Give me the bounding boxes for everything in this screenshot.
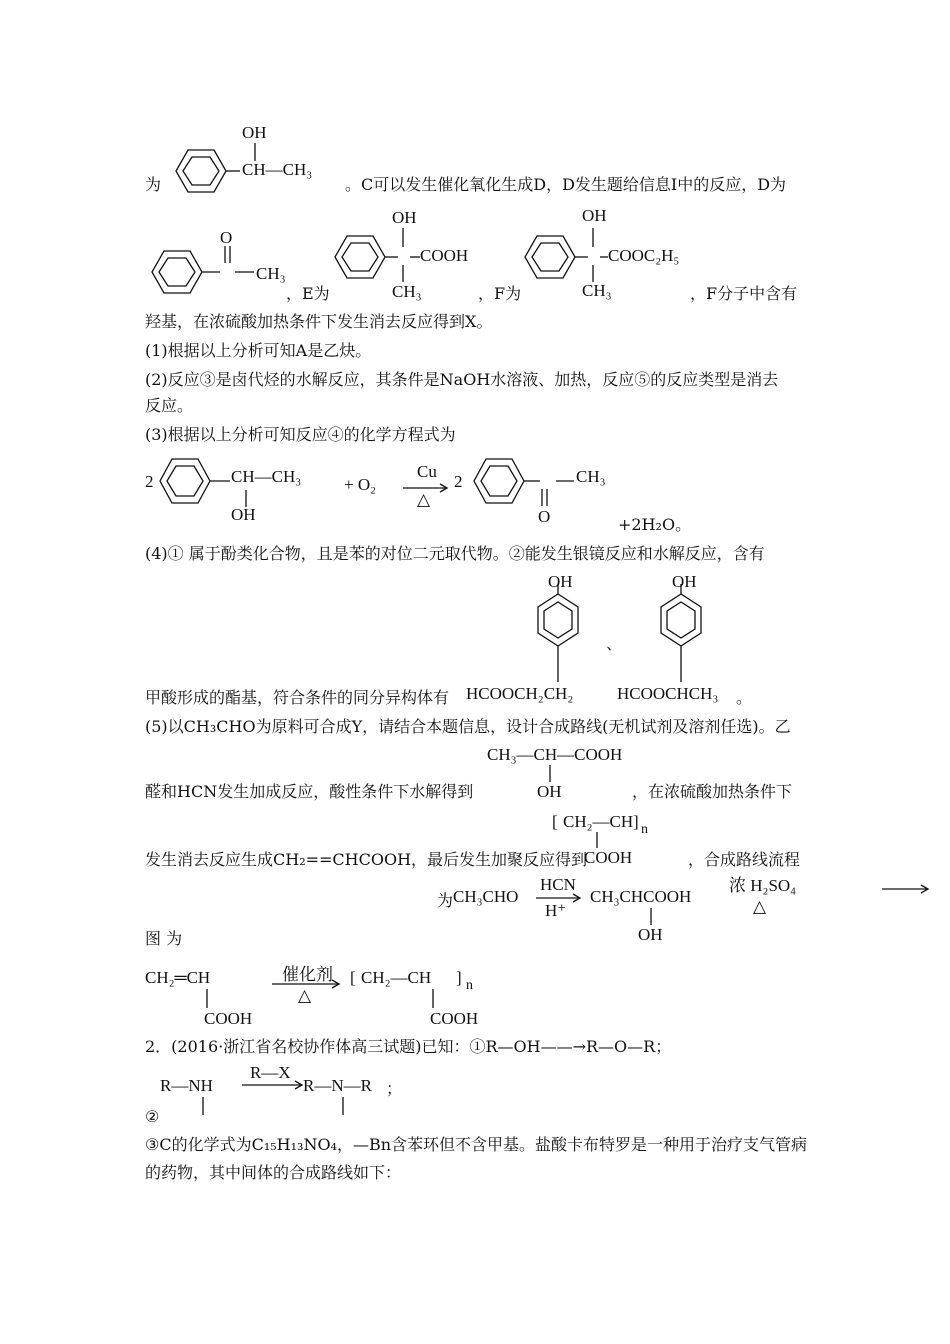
info-2-circle: ② bbox=[145, 1107, 160, 1126]
methyl-label-3: CH₃ bbox=[582, 281, 612, 300]
answer-4-line-1: (4)① 属于酚类化合物，且是苯的对位二元取代物。②能发生银镜反应和水解反应，含有 bbox=[145, 544, 765, 563]
polymer-formula-2: CH₂—CH bbox=[361, 968, 432, 987]
equation-tail: +2H₂O。 bbox=[618, 515, 692, 534]
separator-comma: 、 bbox=[606, 634, 623, 653]
methyl-label-1: CH₃ bbox=[256, 264, 286, 283]
cooh-label-2: COOH bbox=[584, 848, 633, 867]
oxygen-reagent: + O₂ bbox=[344, 475, 377, 494]
answer-1: (1)根据以上分析可知A是乙炔。 bbox=[145, 341, 372, 360]
heat-symbol-3: △ bbox=[298, 986, 312, 1005]
catalyst-cu: Cu bbox=[417, 462, 437, 481]
cooc2h5-label: COOC₂H₅ bbox=[608, 246, 680, 265]
answer-2-line-1: (2)反应③是卤代烃的水解反应，其条件是NaOH水溶液、加热，反应⑤的反应类型是消去 bbox=[145, 370, 779, 389]
answer-5-line-1: (5)以CH₃CHO为原料可合成Y，请结合本题信息，设计合成路线(无机试剂及溶剂任选)。乙 bbox=[145, 717, 791, 736]
question-2-line-3: ③C的化学式为C₁₅H₁₃NO₄，—Bn含苯环但不含甲基。盐酸卡布特罗是一种用于治疗支气管病 bbox=[145, 1135, 808, 1154]
paragraph-line-3: 羟基，在浓硫酸加热条件下发生消去反应得到X。 bbox=[145, 312, 493, 331]
lactic-acid-formula: CH₃—CH—COOH bbox=[487, 745, 623, 764]
heat-symbol-1: △ bbox=[417, 490, 431, 509]
hydroxyl-label-5: OH bbox=[548, 572, 573, 591]
answer-5-line-2-tail: ，在浓硫酸加热条件下 bbox=[632, 782, 793, 801]
acrylic-acid-formula: CH₂═CH bbox=[145, 968, 211, 987]
text-wei: 为 bbox=[145, 175, 162, 194]
text-f-wei: ，F为 bbox=[478, 284, 522, 303]
benzene-ring-3 bbox=[335, 236, 385, 278]
answer-3: (3)根据以上分析可知反应④的化学方程式为 bbox=[145, 425, 456, 444]
hydroxyl-label-2: OH bbox=[392, 208, 417, 227]
benzene-ring-2 bbox=[152, 251, 202, 293]
ch-ch3-label-2: CH—CH₃ bbox=[231, 467, 302, 486]
acetaldehyde-formula: CH₃CHO bbox=[453, 887, 519, 906]
tertiary-amine-formula: R—N—R bbox=[303, 1076, 372, 1095]
heat-symbol-2: △ bbox=[753, 897, 767, 916]
hydroxyl-label-1: OH bbox=[242, 123, 267, 142]
question-2-line-1: 2．(2016·浙江省名校协作体高三试题)已知：①R—OH——→R—O—R； bbox=[145, 1037, 672, 1056]
carbonyl-o-label-1: O bbox=[220, 228, 233, 247]
polymer-bracket-left: [ bbox=[552, 812, 558, 831]
benzene-ring-8 bbox=[661, 594, 701, 646]
question-2-line-4: 的药物，其中间体的合成路线如下： bbox=[145, 1163, 402, 1182]
amine-formula: R—NH bbox=[160, 1076, 213, 1095]
info-2-semicolon: ； bbox=[386, 1079, 403, 1098]
ch-ch3-label-1: CH—CH₃ bbox=[242, 160, 313, 179]
hydroxyl-label-8: OH bbox=[638, 925, 663, 944]
coefficient-2-left: 2 bbox=[145, 472, 154, 491]
answer-5-line-5: 图 为 bbox=[145, 929, 183, 948]
hydroxyl-label-7: OH bbox=[537, 782, 562, 801]
text-e-wei: ，E为 bbox=[286, 284, 330, 303]
reagent-h-plus: H⁺ bbox=[545, 901, 567, 920]
answer-2-line-2: 反应。 bbox=[145, 396, 194, 415]
polymer-bracket-left-2: [ bbox=[350, 968, 356, 987]
carbonyl-o-label-2: O bbox=[538, 507, 551, 526]
answer-5-line-3: 发生消去反应生成CH₂==CHCOOH，最后发生加聚反应得到 bbox=[145, 850, 588, 869]
reagent-catalyst: 催化剂 bbox=[282, 965, 333, 984]
text-f-tail: ，F分子中含有 bbox=[690, 284, 798, 303]
isomer-1-formula: HCOOCH₂CH₂ bbox=[466, 684, 574, 703]
methyl-label-2: CH₃ bbox=[392, 282, 422, 301]
methyl-label-4: CH₃ bbox=[576, 467, 606, 486]
hydroxyl-label-3: OH bbox=[582, 206, 607, 225]
answer-5-line-2: 醛和HCN发生加成反应，酸性条件下水解得到 bbox=[145, 782, 474, 801]
polymer-bracket-right: ] bbox=[633, 812, 639, 831]
polymer-n-2: n bbox=[466, 978, 473, 993]
paragraph-line-1: 。C可以发生催化氧化生成D，D发生题给信息Ⅰ中的反应，D为 bbox=[345, 175, 787, 194]
benzene-ring-1 bbox=[176, 150, 226, 192]
benzene-ring-4 bbox=[525, 236, 575, 278]
route-lactic-acid: CH₃CHCOOH bbox=[590, 887, 692, 906]
cooh-label-3: COOH bbox=[204, 1009, 253, 1028]
hydroxyl-label-6: OH bbox=[672, 572, 697, 591]
answer-4-end: 。 bbox=[736, 688, 753, 707]
hydroxyl-label-4: OH bbox=[231, 505, 256, 524]
polymer-bracket-right-2: ] bbox=[456, 968, 462, 987]
cooh-label-1: COOH bbox=[420, 246, 469, 265]
reagent-h2so4: 浓 H₂SO₄ bbox=[729, 876, 797, 895]
route-wei: 为 bbox=[437, 891, 454, 910]
reagent-rx: R—X bbox=[250, 1063, 291, 1082]
polymer-formula-1: CH₂—CH bbox=[563, 812, 634, 831]
answer-4-line-2: 甲酸形成的酯基，符合条件的同分异构体有 bbox=[145, 688, 450, 707]
benzene-ring-5 bbox=[160, 459, 210, 503]
isomer-2-formula: HCOOCHCH₃ bbox=[617, 684, 719, 703]
reagent-hcn: HCN bbox=[540, 875, 576, 894]
coefficient-2-right: 2 bbox=[454, 472, 463, 491]
benzene-ring-6 bbox=[474, 459, 524, 503]
cooh-label-4: COOH bbox=[430, 1009, 479, 1028]
benzene-ring-7 bbox=[538, 594, 578, 646]
polymer-n-1: n bbox=[641, 822, 648, 837]
answer-5-line-3-tail: ，合成路线流程 bbox=[688, 850, 801, 869]
